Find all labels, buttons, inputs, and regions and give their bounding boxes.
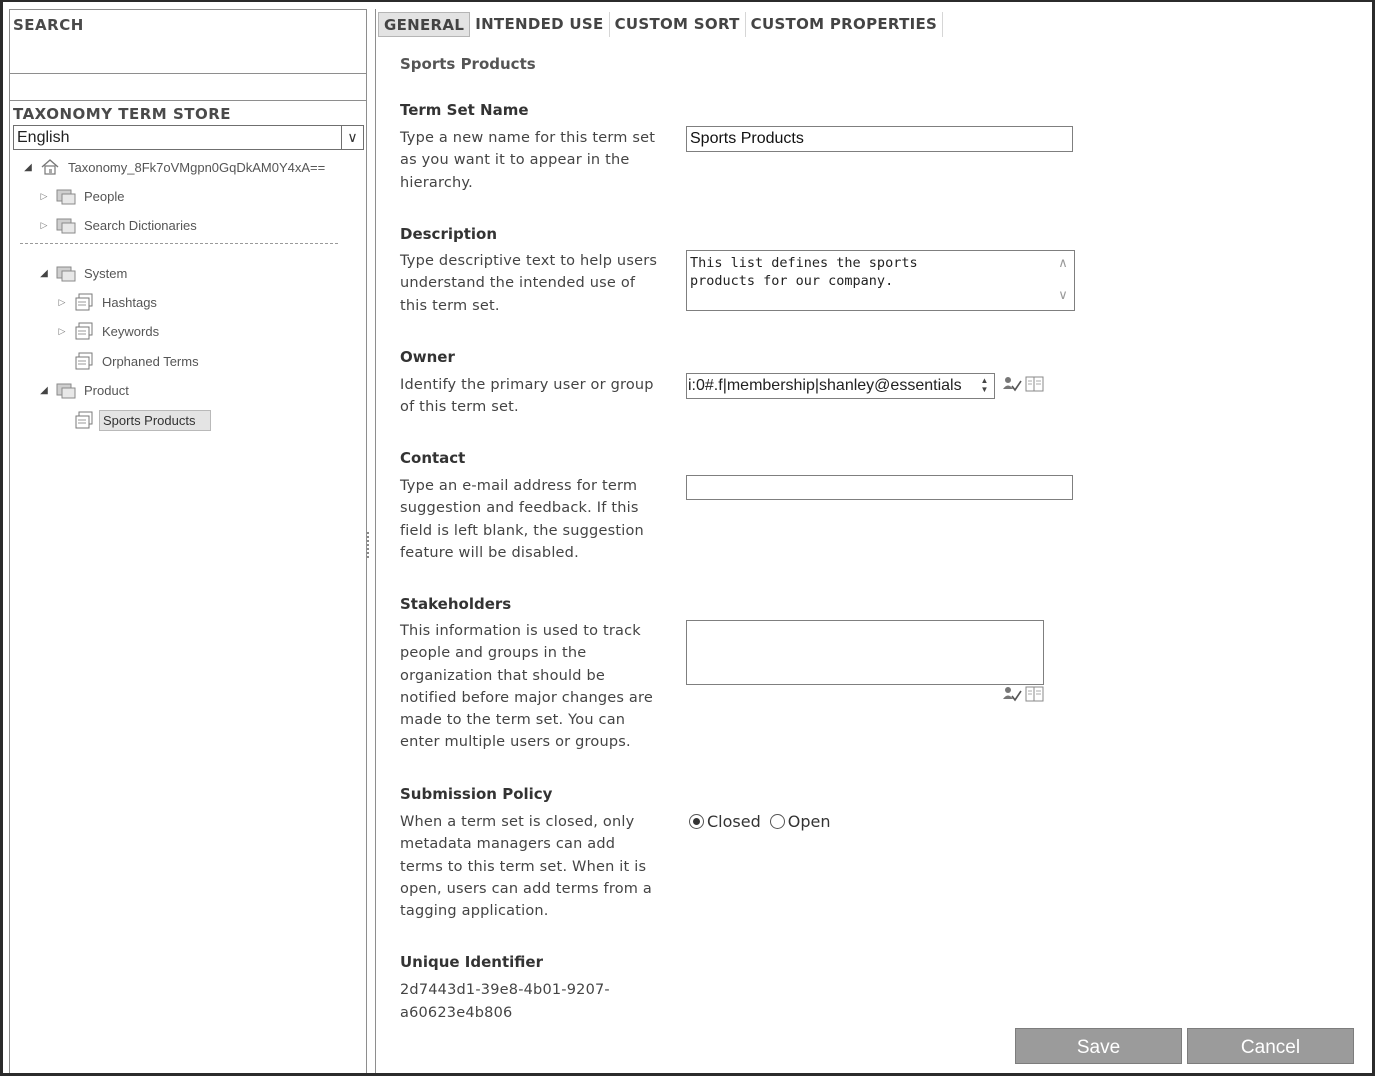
tree-label: Keywords [102, 323, 160, 339]
radio-open-label: Open [787, 812, 831, 831]
search-label: SEARCH [13, 16, 84, 34]
tree-node-search-dictionaries[interactable] [38, 214, 200, 236]
description-textarea[interactable] [686, 250, 1075, 311]
tree-label: Orphaned Terms [102, 353, 199, 369]
submission-policy-title: Submission Policy [400, 785, 553, 803]
expand-icon[interactable]: ▷ [40, 190, 48, 201]
collapse-icon[interactable]: ◢ [40, 267, 48, 279]
submission-policy-description: When a term set is closed, only metadata managers can add terms to this term set. When it is open, users can add terms from a tagging application. [400, 814, 652, 920]
scroll-down-icon[interactable]: ∨ [1058, 288, 1068, 303]
term-set-icon [74, 411, 94, 429]
spinner-icon[interactable]: ▲ ▼ [980, 376, 989, 394]
save-button[interactable]: Save [1015, 1028, 1182, 1064]
tree-node-sports-products[interactable] [74, 407, 211, 433]
tree-node-product[interactable] [38, 379, 132, 401]
content-divider [375, 9, 376, 1073]
tab-general[interactable]: GENERAL [378, 12, 470, 37]
stakeholders-input[interactable] [686, 620, 1044, 685]
tab-bar [378, 12, 943, 37]
description-help: Type descriptive text to help users understand the intended use of this term set. [400, 253, 658, 314]
tree-node-keywords[interactable] [56, 320, 162, 342]
contact-title: Contact [400, 449, 466, 467]
tree-label: Search Dictionaries [84, 217, 197, 233]
language-select[interactable] [13, 125, 364, 150]
term-set-icon [74, 322, 94, 340]
tree-label: Product [84, 382, 129, 398]
unique-identifier-title: Unique Identifier [400, 953, 543, 971]
address-book-icon[interactable] [1025, 375, 1045, 393]
owner-description: Identify the primary user or group of this term set. [400, 377, 654, 416]
tree-label: System [84, 265, 128, 281]
radio-open[interactable] [770, 814, 785, 829]
description-title: Description [400, 225, 498, 243]
owner-people-picker[interactable] [686, 373, 995, 399]
term-store-home-icon [40, 158, 60, 176]
term-group-icon [56, 216, 76, 234]
address-book-icon[interactable] [1025, 685, 1045, 703]
tree-node-people[interactable] [38, 185, 127, 207]
tree-node-orphaned-terms[interactable] [74, 350, 202, 372]
description-text: This list defines the sports products for our company. [690, 255, 918, 289]
term-set-icon [74, 293, 94, 311]
tree-node-hashtags[interactable] [56, 291, 160, 313]
page-title: Sports Products [400, 55, 536, 73]
tab-intended-use[interactable]: INTENDED USE [470, 12, 609, 37]
collapse-icon[interactable]: ◢ [40, 384, 48, 396]
tree-divider [20, 243, 338, 244]
pane-splitter[interactable] [367, 532, 370, 558]
tree-label-selected: Sports Products [99, 410, 211, 431]
check-names-icon[interactable] [1002, 375, 1022, 393]
term-group-icon [56, 264, 76, 282]
tree-label: Hashtags [102, 294, 157, 310]
contact-description: Type an e-mail address for term suggestion and feedback. If this field is left blank, the suggestion feature will be disabled. [400, 478, 644, 561]
stakeholders-title: Stakeholders [400, 595, 512, 613]
owner-value: i:0#.f|membership|shanley@essentials [688, 377, 962, 394]
tree-label: People [84, 188, 125, 204]
radio-closed[interactable] [689, 814, 704, 829]
tab-custom-sort[interactable]: CUSTOM SORT [610, 12, 746, 37]
expand-icon[interactable]: ▷ [58, 325, 66, 336]
unique-identifier-value: 2d7443d1-39e8-4b01-9207-a60623e4b806 [400, 982, 610, 1021]
term-group-icon [56, 187, 76, 205]
expand-icon[interactable]: ▷ [40, 219, 48, 230]
term-store-label: TAXONOMY TERM STORE [13, 105, 232, 123]
scroll-up-icon[interactable]: ∧ [1058, 256, 1068, 271]
tab-custom-properties[interactable]: CUSTOM PROPERTIES [746, 12, 944, 37]
owner-title: Owner [400, 348, 455, 366]
submission-policy-options [689, 812, 839, 831]
radio-closed-label: Closed [707, 812, 761, 831]
check-names-icon[interactable] [1002, 685, 1022, 703]
contact-email-input[interactable] [686, 475, 1073, 500]
cancel-button[interactable]: Cancel [1187, 1028, 1354, 1064]
term-group-icon [56, 381, 76, 399]
chevron-down-icon[interactable]: ∨ [341, 126, 363, 149]
tree-label: Taxonomy_8Fk7oVMgpn0GqDkAM0Y4xA== [68, 159, 326, 175]
collapse-icon[interactable]: ◢ [24, 161, 32, 173]
expand-icon[interactable]: ▷ [58, 296, 66, 307]
tree-node-system[interactable] [38, 262, 130, 284]
stakeholders-description: This information is used to track people and groups in the organization that should be notified before major changes are made to the term set. You can enter multiple users or groups. [400, 623, 653, 751]
tree-node-root[interactable] [22, 156, 328, 178]
term-set-name-description: Type a new name for this term set as you want it to appear in the hierarchy. [400, 130, 656, 191]
language-select-value: English [17, 129, 70, 146]
term-set-name-input[interactable]: Sports Products [686, 126, 1073, 152]
term-set-name-title: Term Set Name [400, 101, 529, 119]
search-input[interactable] [10, 73, 366, 101]
term-set-icon [74, 352, 94, 370]
